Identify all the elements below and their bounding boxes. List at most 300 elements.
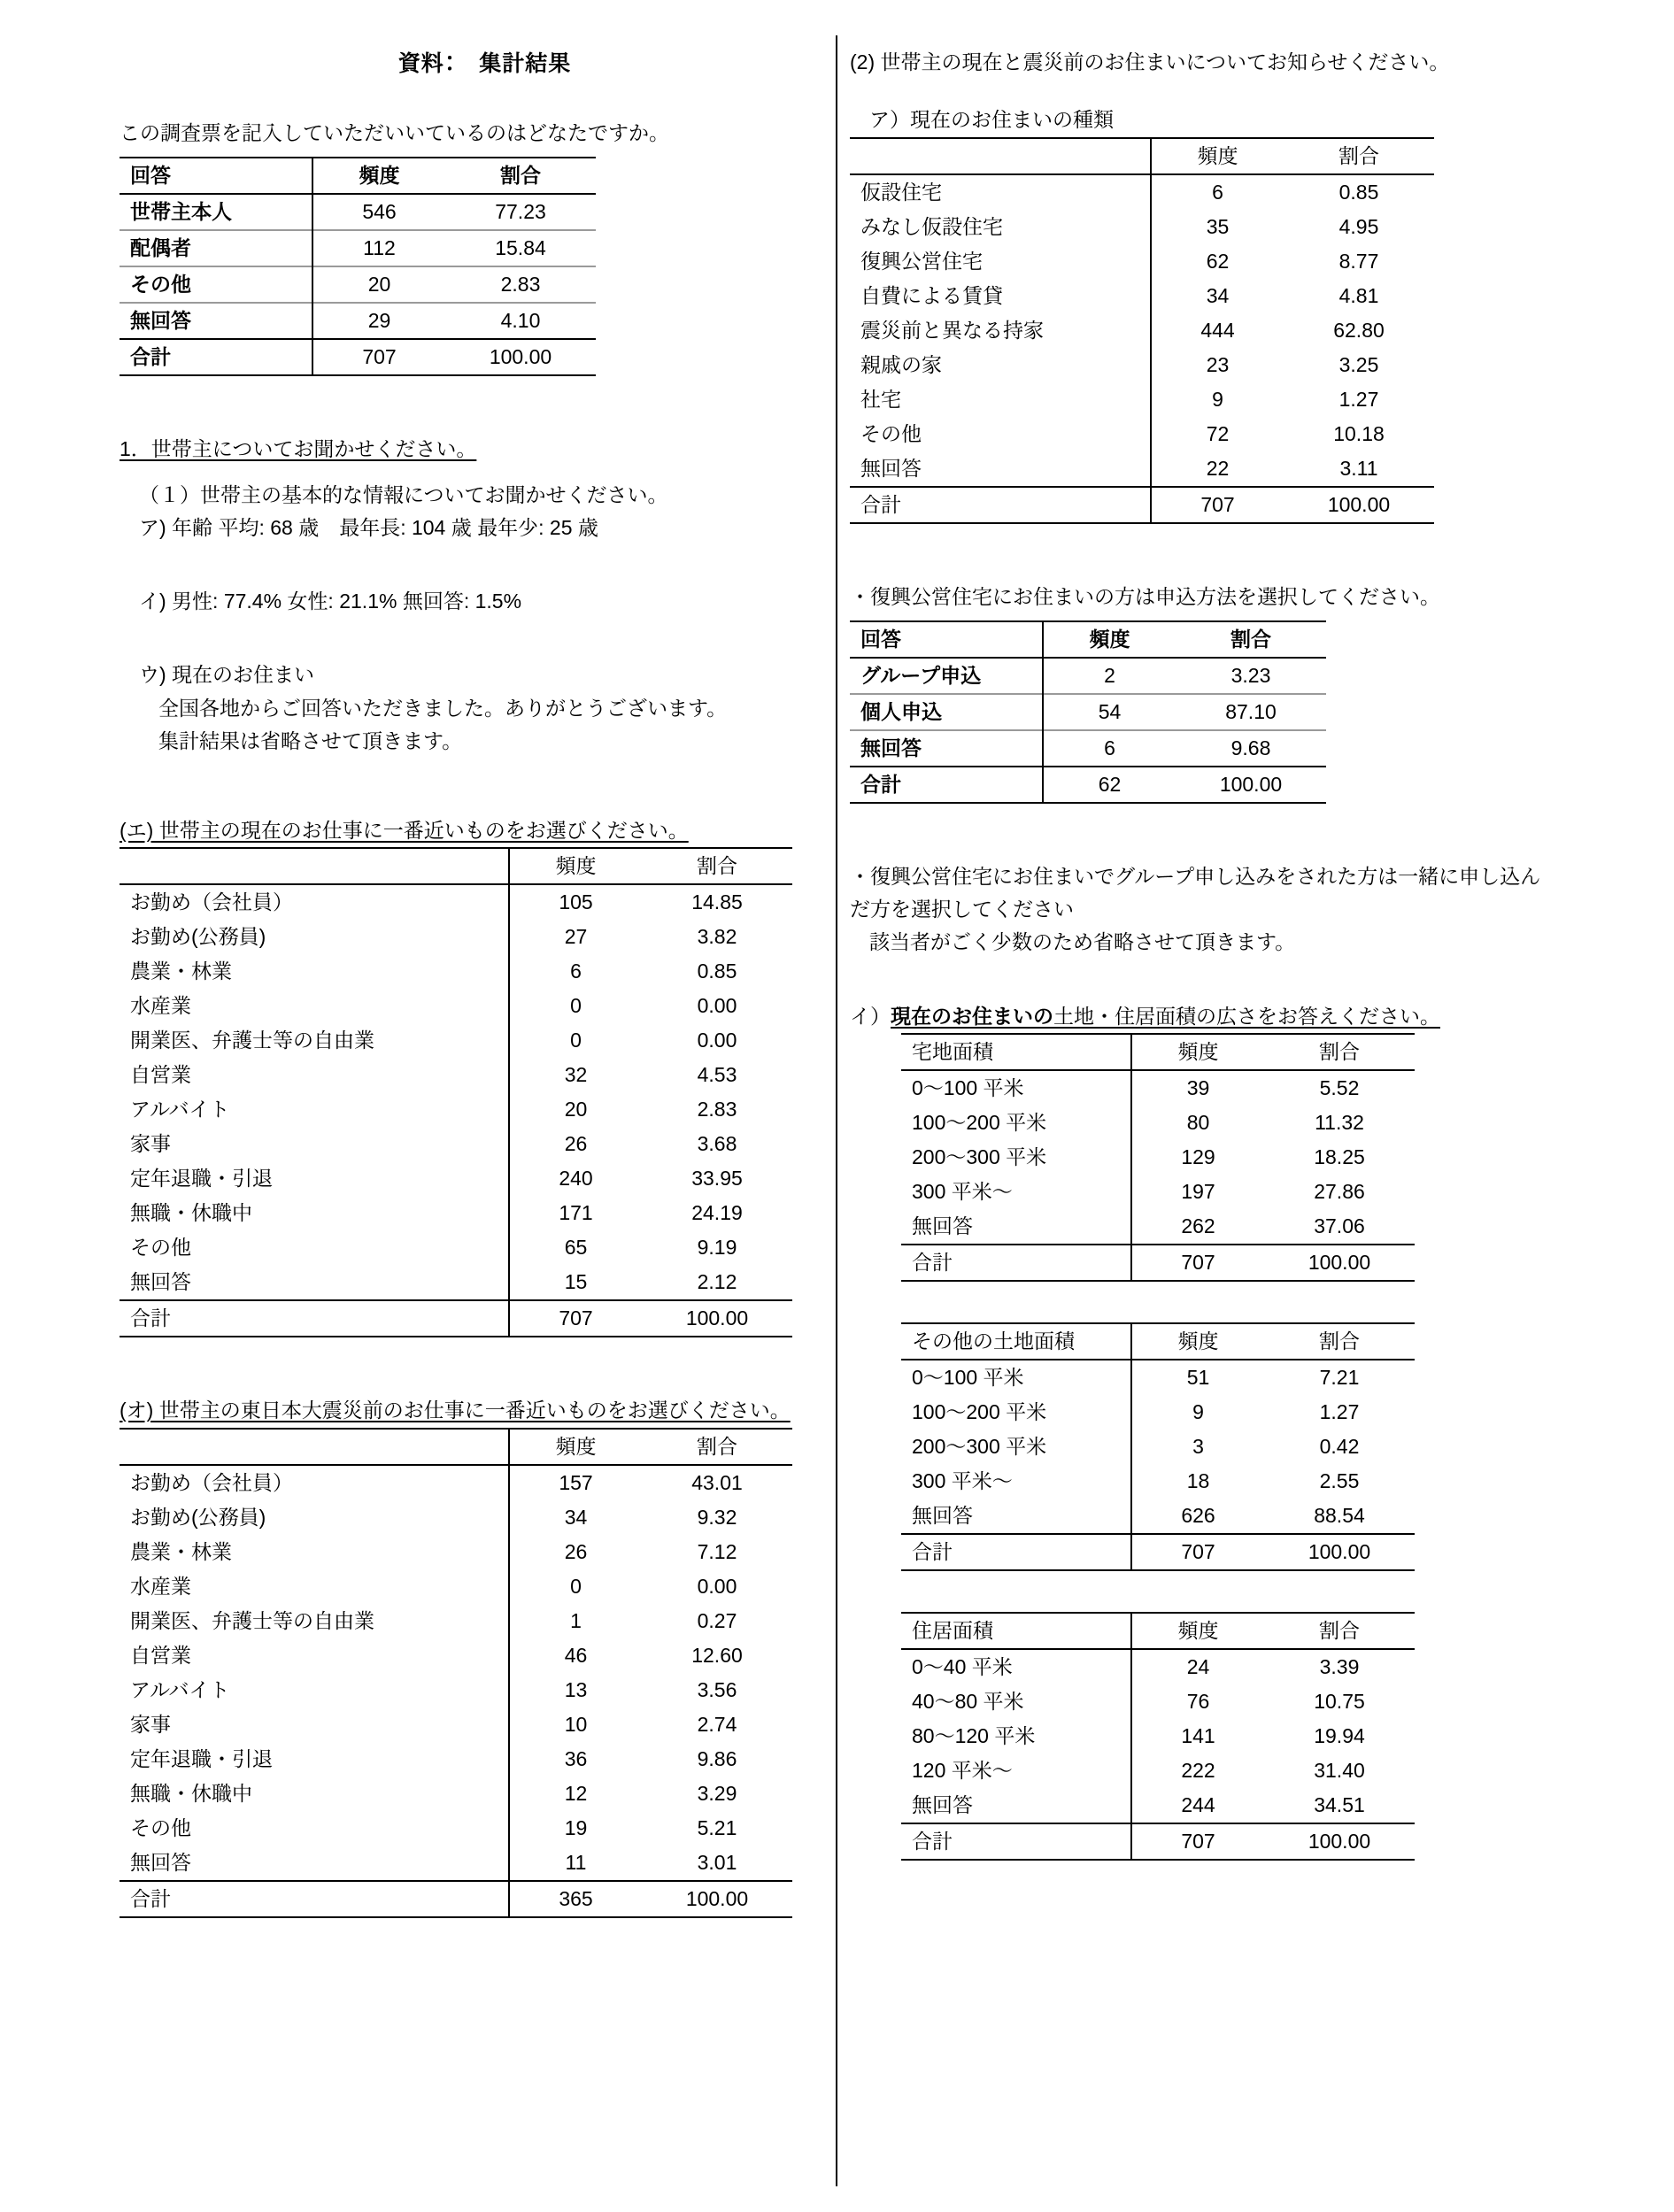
- row-pct: 0.00: [697, 1029, 737, 1052]
- column-header-freq: 頻度: [1177, 1618, 1219, 1642]
- row-freq: 72: [1206, 421, 1230, 445]
- row-label: 配偶者: [120, 230, 312, 266]
- apply-method-table: [850, 620, 1326, 804]
- row-freq: 51: [1186, 1365, 1210, 1389]
- row-freq: 240: [559, 1167, 593, 1191]
- living-area-table: [901, 1612, 1415, 1861]
- current-job-table: [120, 847, 792, 1337]
- table-header-row: [120, 1429, 792, 1465]
- column-header-blank: [850, 138, 1151, 174]
- row-freq: 32: [564, 1063, 588, 1087]
- row-label: グループ申込: [850, 658, 1043, 694]
- question-2-heading: (2) 世帯主の現在と震災前のお住まいについてお知らせください。: [850, 50, 1450, 73]
- row-freq: 222: [1181, 1758, 1215, 1782]
- row-label: 無回答: [850, 451, 1151, 487]
- row-freq: 171: [559, 1201, 593, 1225]
- table-row: [120, 1569, 792, 1604]
- row-freq: 2: [1104, 663, 1115, 687]
- table-row: [120, 303, 596, 339]
- row-pct: 3.23: [1230, 663, 1271, 687]
- row-freq: 29: [367, 309, 391, 333]
- row-label: 300 平米〜: [901, 1464, 1131, 1499]
- column-header-pct: 割合: [1319, 1039, 1360, 1063]
- row-label: 開業医、弁護士等の自由業: [120, 1023, 509, 1058]
- row-freq: 20: [564, 1098, 588, 1121]
- row-label: 0〜100 平米: [901, 1070, 1131, 1106]
- table-row: [120, 1265, 792, 1300]
- table-row: [901, 1753, 1415, 1788]
- row-pct: 1.27: [1338, 387, 1379, 411]
- row-pct: 4.53: [697, 1063, 737, 1087]
- row-pct: 2.83: [697, 1098, 737, 1121]
- row-label: 無回答: [901, 1788, 1131, 1823]
- intro-question: この調査票を記入していただいいているのはどなたですか。: [120, 121, 669, 144]
- column-header-pct: 割合: [1230, 627, 1271, 651]
- column-header-answer: 回答: [120, 158, 312, 194]
- table-row: [850, 174, 1434, 210]
- table-header-row: [901, 1323, 1415, 1360]
- row-label: 無回答: [901, 1209, 1131, 1245]
- question-1-heading: （１）世帯主の基本的な情報についてお聞かせください。: [139, 482, 668, 506]
- total-freq: 707: [1200, 492, 1235, 516]
- table-row: [120, 1638, 792, 1673]
- total-label: 合計: [850, 487, 1151, 523]
- column-header-freq: 頻度: [1177, 1039, 1219, 1063]
- total-pct: 100.00: [685, 1886, 749, 1910]
- row-freq: 34: [564, 1505, 588, 1529]
- table-row: [901, 1070, 1415, 1106]
- row-label: 200〜300 平米: [901, 1140, 1131, 1175]
- table-row: [120, 1465, 792, 1500]
- row-freq: 11: [565, 1850, 587, 1874]
- row-freq: 129: [1181, 1145, 1215, 1168]
- row-label: 社宅: [850, 382, 1151, 417]
- row-label: 個人申込: [850, 694, 1043, 730]
- column-header-pct: 割合: [1319, 1618, 1360, 1642]
- row-pct: 62.80: [1333, 318, 1385, 342]
- column-header-land-area: 宅地面積: [901, 1034, 1131, 1070]
- total-label: 合計: [901, 1823, 1131, 1860]
- row-pct: 77.23: [495, 200, 546, 224]
- question-1-residence-heading: ウ) 現在のお住まい: [139, 663, 315, 687]
- row-pct: 3.29: [697, 1781, 737, 1805]
- table-header-row: [120, 158, 596, 194]
- row-pct: 2.55: [1319, 1468, 1360, 1492]
- table-row: [120, 1673, 792, 1707]
- row-pct: 3.56: [697, 1677, 737, 1701]
- total-freq: 707: [1181, 1539, 1215, 1563]
- row-freq: 19: [564, 1815, 588, 1839]
- row-label: アルバイト: [120, 1092, 509, 1127]
- row-pct: 0.42: [1319, 1434, 1360, 1458]
- column-header-freq: 頻度: [359, 164, 400, 188]
- row-pct: 3.82: [697, 925, 737, 949]
- row-label: お勤め(公務員): [120, 1500, 509, 1535]
- table-row: [901, 1788, 1415, 1823]
- row-label: その他: [120, 1811, 509, 1846]
- table-row: [901, 1649, 1415, 1684]
- table-total-row: [901, 1245, 1415, 1281]
- row-label: 無職・休職中: [120, 1777, 509, 1811]
- table-total-row: [120, 1300, 792, 1337]
- row-pct: 24.19: [691, 1201, 743, 1225]
- row-label: 0〜40 平米: [901, 1649, 1131, 1684]
- question-1-gender: イ) 男性: 77.4% 女性: 21.1% 無回答: 1.5%: [139, 590, 522, 613]
- row-pct: 5.21: [697, 1815, 737, 1839]
- row-label: 開業医、弁護士等の自由業: [120, 1604, 509, 1638]
- row-freq: 13: [564, 1677, 588, 1701]
- table-row: [120, 1777, 792, 1811]
- column-header-freq: 頻度: [555, 854, 597, 878]
- row-pct: 88.54: [1314, 1503, 1365, 1527]
- table-row: [120, 1058, 792, 1092]
- row-freq: 6: [1104, 736, 1115, 759]
- total-pct: 100.00: [1308, 1250, 1371, 1274]
- table-row: [901, 1499, 1415, 1534]
- row-pct: 4.10: [500, 309, 541, 333]
- respondent-table: [120, 157, 596, 376]
- table-row: [850, 730, 1326, 767]
- table-row: [120, 920, 792, 954]
- table-row: [901, 1430, 1415, 1464]
- row-freq: 141: [1181, 1723, 1215, 1747]
- row-label: 仮設住宅: [850, 174, 1151, 210]
- question-2b-heading: [850, 1000, 1629, 1033]
- row-freq: 9: [1212, 387, 1223, 411]
- row-label: その他: [120, 1230, 509, 1265]
- table-row: [120, 1161, 792, 1196]
- row-label: 農業・林業: [120, 954, 509, 989]
- row-pct: 18.25: [1314, 1145, 1365, 1168]
- table-row: [120, 954, 792, 989]
- column-header-answer: 回答: [850, 621, 1043, 658]
- row-freq: 34: [1206, 283, 1230, 307]
- row-freq: 0: [570, 1029, 582, 1052]
- row-freq: 23: [1206, 352, 1230, 376]
- prequake-job-table: [120, 1428, 792, 1918]
- column-header-pct: 割合: [500, 164, 541, 188]
- table-row: [850, 451, 1434, 487]
- table-row: [901, 1360, 1415, 1395]
- table-total-row: [850, 767, 1326, 803]
- row-label: 水産業: [120, 989, 509, 1023]
- table-row: [901, 1209, 1415, 1245]
- table-row: [850, 348, 1434, 382]
- table-header-row: [850, 138, 1434, 174]
- row-pct: 2.74: [697, 1712, 737, 1736]
- row-label: 自営業: [120, 1058, 509, 1092]
- row-freq: 76: [1186, 1689, 1210, 1713]
- column-header-freq: 頻度: [555, 1434, 597, 1458]
- row-pct: 27.86: [1314, 1179, 1365, 1203]
- table-row: [120, 1811, 792, 1846]
- row-pct: 0.00: [697, 994, 737, 1018]
- row-freq: 1: [570, 1608, 582, 1632]
- total-label: 合計: [850, 767, 1043, 803]
- table-row: [120, 1604, 792, 1638]
- table-row: [901, 1175, 1415, 1209]
- row-label: 120 平米〜: [901, 1753, 1131, 1788]
- row-pct: 19.94: [1314, 1723, 1365, 1747]
- row-label: 200〜300 平米: [901, 1430, 1131, 1464]
- row-freq: 6: [1212, 180, 1223, 204]
- row-freq: 46: [564, 1643, 588, 1667]
- total-pct: 100.00: [1219, 772, 1283, 796]
- row-label: 無回答: [901, 1499, 1131, 1534]
- table-row: [901, 1684, 1415, 1719]
- row-freq: 80: [1186, 1110, 1210, 1134]
- row-pct: 12.60: [691, 1643, 743, 1667]
- row-pct: 8.77: [1338, 249, 1379, 273]
- row-freq: 20: [367, 273, 391, 297]
- row-pct: 9.19: [697, 1236, 737, 1260]
- row-pct: 3.01: [697, 1850, 737, 1874]
- total-label: 合計: [901, 1245, 1131, 1281]
- row-label: その他: [120, 266, 312, 303]
- question-1-residence-line1: 全国各地からご回答いただきました。ありがとうございます。: [158, 696, 728, 720]
- total-freq: 707: [1181, 1250, 1215, 1274]
- left-column: [35, 46, 814, 2212]
- table-row: [120, 194, 596, 230]
- row-pct: 4.81: [1338, 283, 1379, 307]
- row-label: 定年退職・引退: [120, 1161, 509, 1196]
- question-1-residence-line2: 集計結果は省略させて頂きます。: [158, 728, 463, 752]
- table-row: [120, 1500, 792, 1535]
- row-freq: 18: [1186, 1468, 1210, 1492]
- row-pct: 5.52: [1319, 1075, 1360, 1099]
- table-header-row: [850, 621, 1326, 658]
- row-label: 自費による賃貸: [850, 279, 1151, 313]
- total-pct: 100.00: [489, 345, 552, 369]
- table-row: [120, 1023, 792, 1058]
- table-row: [901, 1464, 1415, 1499]
- row-label: 農業・林業: [120, 1535, 509, 1569]
- row-pct: 1.27: [1319, 1399, 1360, 1423]
- table-row: [120, 1535, 792, 1569]
- row-freq: 24: [1186, 1654, 1210, 1678]
- total-pct: 100.00: [1327, 492, 1391, 516]
- row-pct: 15.84: [495, 236, 546, 260]
- page-title: 資料： 集計結果: [397, 51, 572, 76]
- table-row: [120, 1230, 792, 1265]
- question-2b-bold-part: 現在のお住まいの: [891, 1004, 1053, 1028]
- row-label: 無回答: [120, 1846, 509, 1881]
- total-freq: 707: [362, 345, 397, 369]
- row-label: 家事: [120, 1707, 509, 1742]
- row-freq: 112: [363, 236, 396, 260]
- row-label: 無職・休職中: [120, 1196, 509, 1230]
- row-label: 世帯主本人: [120, 194, 312, 230]
- question-2b-rest: 土地・住居面積の広さをお答えください。: [1053, 1004, 1440, 1028]
- row-freq: 105: [559, 890, 593, 914]
- row-label: 水産業: [120, 1569, 509, 1604]
- row-pct: 33.95: [691, 1167, 743, 1191]
- row-label: 復興公営住宅: [850, 244, 1151, 279]
- row-pct: 9.32: [697, 1505, 737, 1529]
- row-freq: 0: [570, 994, 582, 1018]
- row-pct: 4.95: [1338, 214, 1379, 238]
- row-pct: 87.10: [1225, 699, 1277, 723]
- row-pct: 10.18: [1333, 421, 1385, 445]
- table-header-row: [120, 848, 792, 884]
- table-row: [901, 1106, 1415, 1140]
- table-row: [120, 230, 596, 266]
- row-freq: 26: [564, 1539, 588, 1563]
- row-pct: 3.11: [1339, 456, 1378, 480]
- table-row: [850, 382, 1434, 417]
- column-header-living-area: 住居面積: [901, 1613, 1131, 1649]
- question-2a-heading: ア）現在のお住まいの種類: [869, 108, 1114, 132]
- total-freq: 365: [559, 1886, 593, 1910]
- row-pct: 0.85: [1338, 180, 1379, 204]
- row-freq: 9: [1192, 1399, 1204, 1423]
- row-freq: 12: [564, 1781, 588, 1805]
- row-label: 100〜200 平米: [901, 1395, 1131, 1430]
- section-1-heading: 1．世帯主についてお聞かせください。: [120, 437, 477, 461]
- row-pct: 9.68: [1230, 736, 1271, 759]
- row-pct: 3.68: [697, 1132, 737, 1156]
- table-row: [120, 1092, 792, 1127]
- row-freq: 27: [564, 925, 588, 949]
- row-freq: 65: [564, 1236, 588, 1260]
- column-header-pct: 割合: [1319, 1329, 1360, 1353]
- group-note-line-1: ・復興公営住宅にお住まいでグループ申し込みをされた方は一緒に申し込ん: [850, 864, 1541, 888]
- table-row: [120, 989, 792, 1023]
- table-total-row: [901, 1823, 1415, 1860]
- column-header-pct: 割合: [697, 854, 737, 878]
- row-pct: 43.01: [691, 1470, 743, 1494]
- row-pct: 7.12: [697, 1539, 737, 1563]
- total-pct: 100.00: [685, 1306, 749, 1330]
- row-pct: 7.21: [1319, 1365, 1360, 1389]
- row-pct: 9.86: [697, 1746, 737, 1770]
- column-header-freq: 頻度: [1177, 1329, 1219, 1353]
- row-pct: 10.75: [1314, 1689, 1365, 1713]
- question-1-age: ア) 年齢 平均: 68 歳 最年長: 104 歳 最年少: 25 歳: [139, 515, 598, 539]
- table-row: [120, 1707, 792, 1742]
- table-row: [850, 313, 1434, 348]
- row-freq: 3: [1192, 1434, 1204, 1458]
- total-label: 合計: [120, 1300, 509, 1337]
- row-label: 40〜80 平米: [901, 1684, 1131, 1719]
- row-pct: 3.25: [1338, 352, 1379, 376]
- row-pct: 0.27: [697, 1608, 737, 1632]
- table-row: [120, 1196, 792, 1230]
- row-pct: 3.39: [1319, 1654, 1360, 1678]
- row-label: 無回答: [850, 730, 1043, 767]
- table-total-row: [901, 1534, 1415, 1570]
- row-freq: 444: [1200, 318, 1235, 342]
- table-row: [850, 658, 1326, 694]
- row-pct: 34.51: [1314, 1792, 1365, 1816]
- row-freq: 35: [1206, 214, 1230, 238]
- total-freq: 707: [1181, 1829, 1215, 1853]
- row-label: 無回答: [120, 303, 312, 339]
- land-area-table: [901, 1033, 1415, 1282]
- table-row: [120, 1742, 792, 1777]
- row-pct: 31.40: [1314, 1758, 1365, 1782]
- row-label: お勤め（会社員）: [120, 1465, 509, 1500]
- table-row: [850, 694, 1326, 730]
- total-pct: 100.00: [1308, 1539, 1371, 1563]
- row-label: お勤め(公務員): [120, 920, 509, 954]
- table-total-row: [850, 487, 1434, 523]
- question-f-heading: (オ) 世帯主の東日本大震災前のお仕事に一番近いものをお選びください。: [120, 1399, 791, 1422]
- row-label: 無回答: [120, 1265, 509, 1300]
- table-row: [120, 266, 596, 303]
- right-column: [814, 46, 1638, 2212]
- question-2b-prefix: イ）: [850, 1004, 891, 1028]
- column-header-pct: 割合: [1338, 143, 1379, 167]
- row-pct: 0.00: [697, 1574, 737, 1598]
- row-freq: 15: [564, 1270, 588, 1294]
- row-freq: 0: [570, 1574, 582, 1598]
- table-row: [850, 244, 1434, 279]
- table-row: [901, 1140, 1415, 1175]
- apply-method-note: ・復興公営住宅にお住まいの方は申込方法を選択してください。: [850, 584, 1440, 608]
- housing-type-table: [850, 137, 1434, 524]
- row-pct: 0.85: [697, 960, 737, 983]
- table-header-row: [901, 1034, 1415, 1070]
- column-header-blank: [120, 1429, 509, 1465]
- row-freq: 157: [559, 1470, 593, 1494]
- table-header-row: [901, 1613, 1415, 1649]
- total-label: 合計: [120, 1881, 509, 1917]
- row-freq: 54: [1098, 699, 1122, 723]
- group-note-line-2: だ方を選択してください: [850, 898, 1074, 921]
- row-freq: 244: [1181, 1792, 1215, 1816]
- row-freq: 546: [362, 200, 397, 224]
- column-header-pct: 割合: [697, 1434, 737, 1458]
- row-pct: 2.12: [697, 1270, 737, 1294]
- table-row: [850, 210, 1434, 244]
- row-label: 家事: [120, 1127, 509, 1161]
- table-row: [901, 1395, 1415, 1430]
- other-land-area-table: [901, 1322, 1415, 1571]
- row-freq: 6: [570, 960, 582, 983]
- row-label: 0〜100 平米: [901, 1360, 1131, 1395]
- column-header-blank: [120, 848, 509, 884]
- row-label: 300 平米〜: [901, 1175, 1131, 1209]
- total-freq: 62: [1098, 772, 1122, 796]
- column-header-freq: 頻度: [1197, 143, 1238, 167]
- row-label: 80〜120 平米: [901, 1719, 1131, 1753]
- row-label: その他: [850, 417, 1151, 451]
- row-pct: 14.85: [691, 890, 743, 914]
- row-pct: 37.06: [1314, 1214, 1365, 1237]
- group-note-line-3: 該当者がごく少数のため省略させて頂きます。: [869, 930, 1296, 954]
- row-freq: 10: [564, 1712, 588, 1736]
- table-row: [850, 417, 1434, 451]
- row-freq: 39: [1186, 1075, 1210, 1099]
- row-pct: 11.32: [1315, 1110, 1364, 1134]
- column-header-other-land-area: その他の土地面積: [901, 1323, 1131, 1360]
- row-freq: 626: [1181, 1503, 1215, 1527]
- row-freq: 36: [564, 1746, 588, 1770]
- row-label: 定年退職・引退: [120, 1742, 509, 1777]
- row-label: みなし仮設住宅: [850, 210, 1151, 244]
- table-total-row: [120, 1881, 792, 1917]
- table-row: [120, 1127, 792, 1161]
- table-row: [120, 1846, 792, 1881]
- row-label: 100〜200 平米: [901, 1106, 1131, 1140]
- total-label: 合計: [901, 1534, 1131, 1570]
- row-freq: 262: [1181, 1214, 1215, 1237]
- total-pct: 100.00: [1308, 1829, 1371, 1853]
- row-freq: 62: [1206, 249, 1230, 273]
- row-freq: 26: [564, 1132, 588, 1156]
- table-row: [850, 279, 1434, 313]
